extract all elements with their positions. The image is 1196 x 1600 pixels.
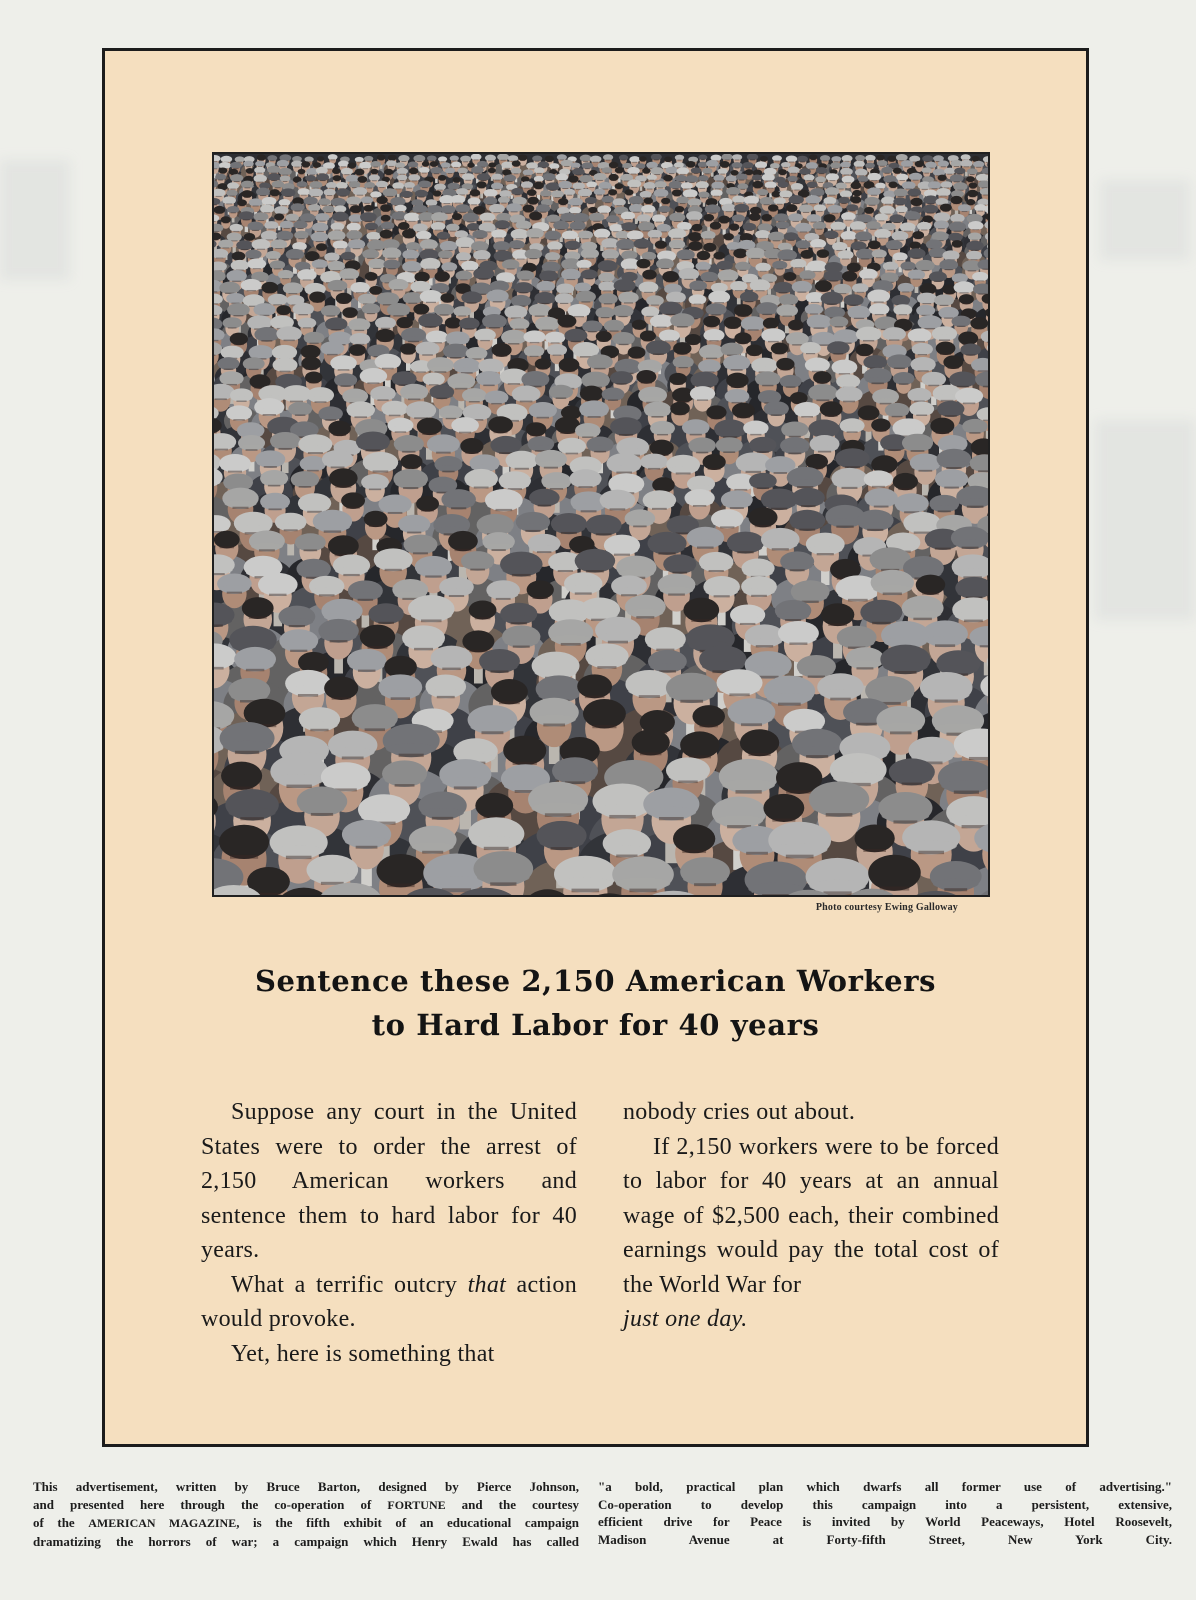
paper-smudge — [1100, 180, 1190, 260]
paper-smudge — [0, 160, 70, 280]
advertisement-panel — [102, 48, 1089, 1447]
crowd-image — [214, 154, 988, 895]
paper-smudge — [1095, 420, 1195, 620]
crowd-photograph — [212, 152, 990, 897]
